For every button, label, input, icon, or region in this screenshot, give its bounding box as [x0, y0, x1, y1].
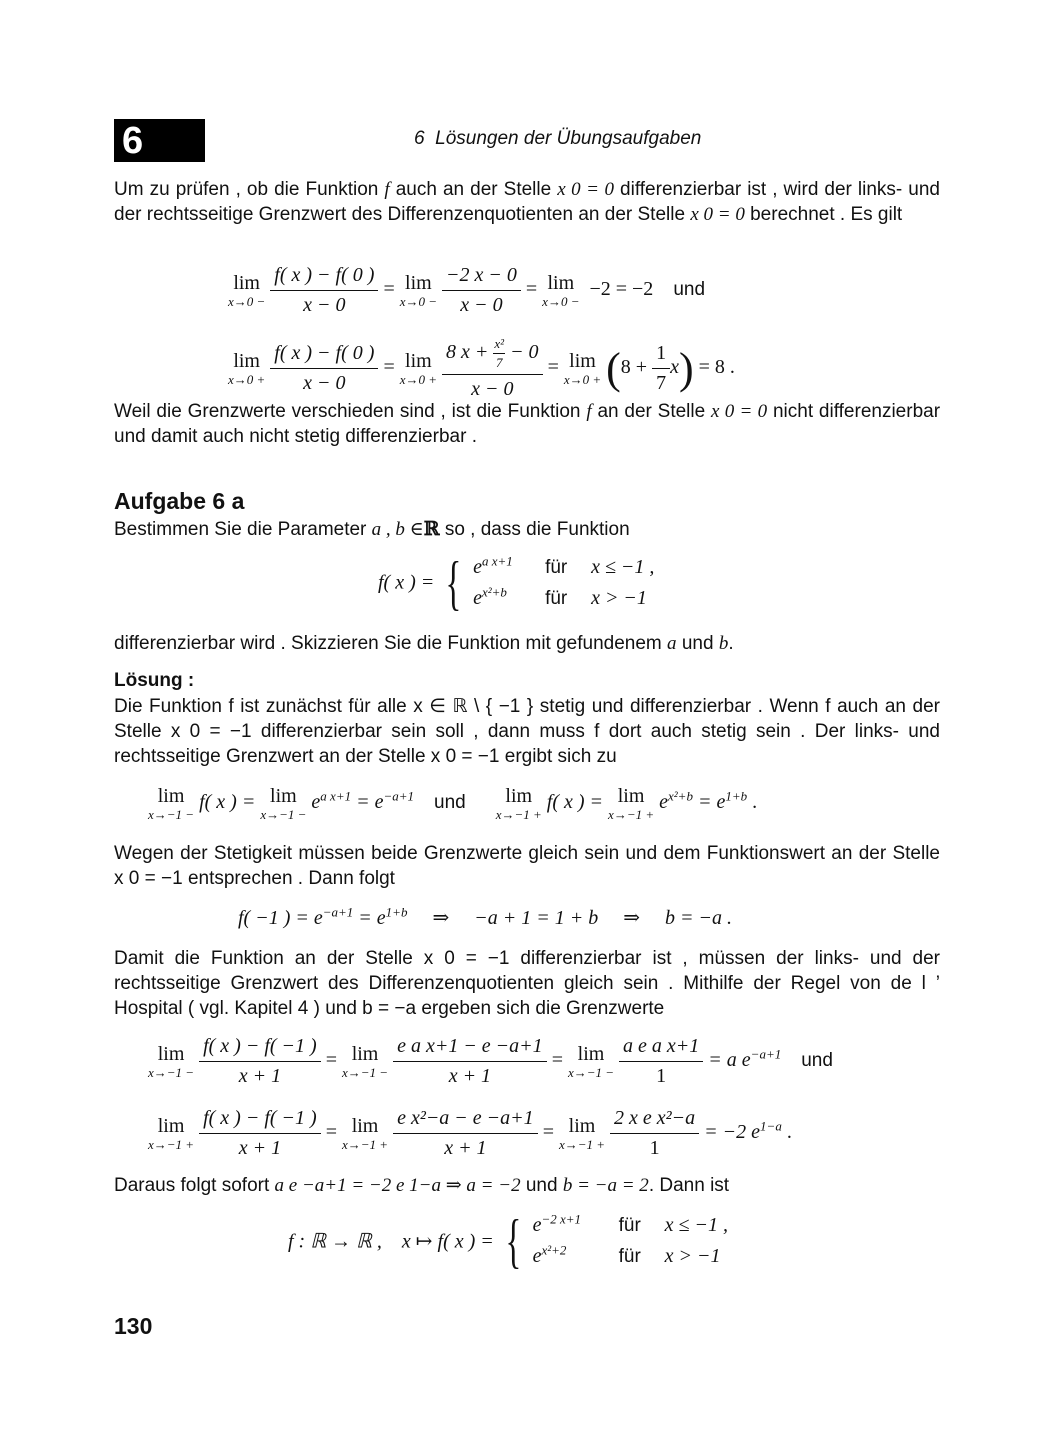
- section-heading: Aufgabe 6 a: [114, 488, 245, 514]
- task-text-continued: differenzierbar wird . Skizzieren Sie die Funktion mit gefundenem a und b.: [114, 633, 734, 654]
- solution-label: Lösung :: [114, 670, 195, 691]
- equation-derivative-right: lim x→−1 + $\frac{f( x ) - f( -1 )}{x + 1}$ = lim x→−1 + $\frac{\text{e x²−a − e −a+1}}{x + 1}$ = lim x→−1 + $\frac{\text{2 x e x²−a}}{1}$ = −2 $e^{1-a}$ .: [148, 1107, 792, 1159]
- conclusion-paragraph: Weil die Grenzwerte verschieden sind , ist die Funktion f an der Stelle x 0 = 0 nicht differenzierbar und damit auch nicht stetig differenzierbar .: [114, 401, 941, 447]
- equation-right-limit: lim x→0 + $\frac{f( x ) - f( 0 )}{x - 0}$ = lim x→0 + 8 x + $\frac{\text{x²}}{7}$ − 0 x − 0 = lim x→0 + (8 + $\frac{1}{7}$ x) = 8 .: [228, 336, 735, 400]
- task-text: Bestimmen Sie die Parameter a , b ∈ℝ so , dass die Funktion: [114, 518, 630, 540]
- solution-paragraph-3: Damit die Funktion an der Stelle x 0 = −1 differenzierbar ist , müssen der links- und der rechtsseitige Grenzwert des Differenzenquotienten gleich sein . Mithilfe der Regel von de l ’ Hospital ( vgl. Kapitel 4 ) und b = −a ergeben sich die Grenzwerte: [114, 948, 940, 1019]
- running-title: 6 Lösungen der Übungsaufgaben: [414, 128, 702, 149]
- piecewise-function-definition: f( x ) = { $e^{a x+1}$ für x ≤ −1 , $e^{x^2+b}$ für x > −1: [378, 550, 655, 616]
- solution-paragraph-4: Daraus folgt sofort a e −a+1 = −2 e 1−a ⇒ a = −2 und b = −a = 2. Dann ist: [114, 1175, 730, 1196]
- solution-paragraph-1: Die Funktion f ist zunächst für alle x ∈ ℝ \ { −1 } stetig und differenzierbar . Wenn f auch an der Stelle x 0 = −1 differenzierbar sein soll , dann muss f dort auch stetig sein . Der links- und rechtsseitige Grenzwert an der Stelle x 0 = −1 ergibt sich zu: [114, 696, 940, 767]
- page-number: 130: [114, 1313, 153, 1339]
- equation-left-limit: lim x→0 − $\frac{f( x ) - f( 0 )}{x - 0}$ = lim x→0 − $\frac{-2 x - 0}{x - 0}$ = lim x→0 − −2 = −2 und: [228, 264, 706, 316]
- equation-continuity-condition: f( −1 ) = $e^{-a+1} = e^{1+b}$ ⇒ −a + 1 = 1 + b ⇒ b = −a .: [238, 904, 732, 929]
- intro-paragraph: Um zu prüfen , ob die Funktion f auch an der Stelle x 0 = 0 differenzierbar ist , wird der links- und der rechtsseitige Grenzwert des Differenzenquotienten an der Stelle x 0 = 0 berechnet . Es gilt: [114, 179, 940, 225]
- equation-derivative-left: lim x→−1 − $\frac{f( x ) - f( -1 )}{x + 1}$ = lim x→−1 − $\frac{\text{e a x+1 − e −a+1}}{x + 1}$ = lim x→−1 − $\frac{\text{a e a x+1}}{1}$ = a $e^{-a+1}$ und: [148, 1035, 833, 1087]
- chapter-number-box: [114, 119, 205, 162]
- solution-paragraph-2: Wegen der Stetigkeit müssen beide Grenzwerte gleich sein und dem Funktionswert an der Stelle x 0 = −1 entsprechen . Dann folgt: [114, 843, 940, 889]
- equation-continuity-limits: lim x→−1 − f( x ) = lim x→−1 − $e^{a x+1} = e^{-a+1}$ und lim x→−1 + f( x ) = lim x→−1 + $e^{x^2+b} = e^{1+b}$ .: [148, 785, 758, 822]
- chapter-number: 6: [122, 120, 144, 162]
- final-function-definition: f : ℝ → ℝ , x ↦ f( x ) = { $e^{-2 x+1}$ für x ≤ −1 , $e^{x^2+2}$ für x > −1: [288, 1208, 728, 1274]
